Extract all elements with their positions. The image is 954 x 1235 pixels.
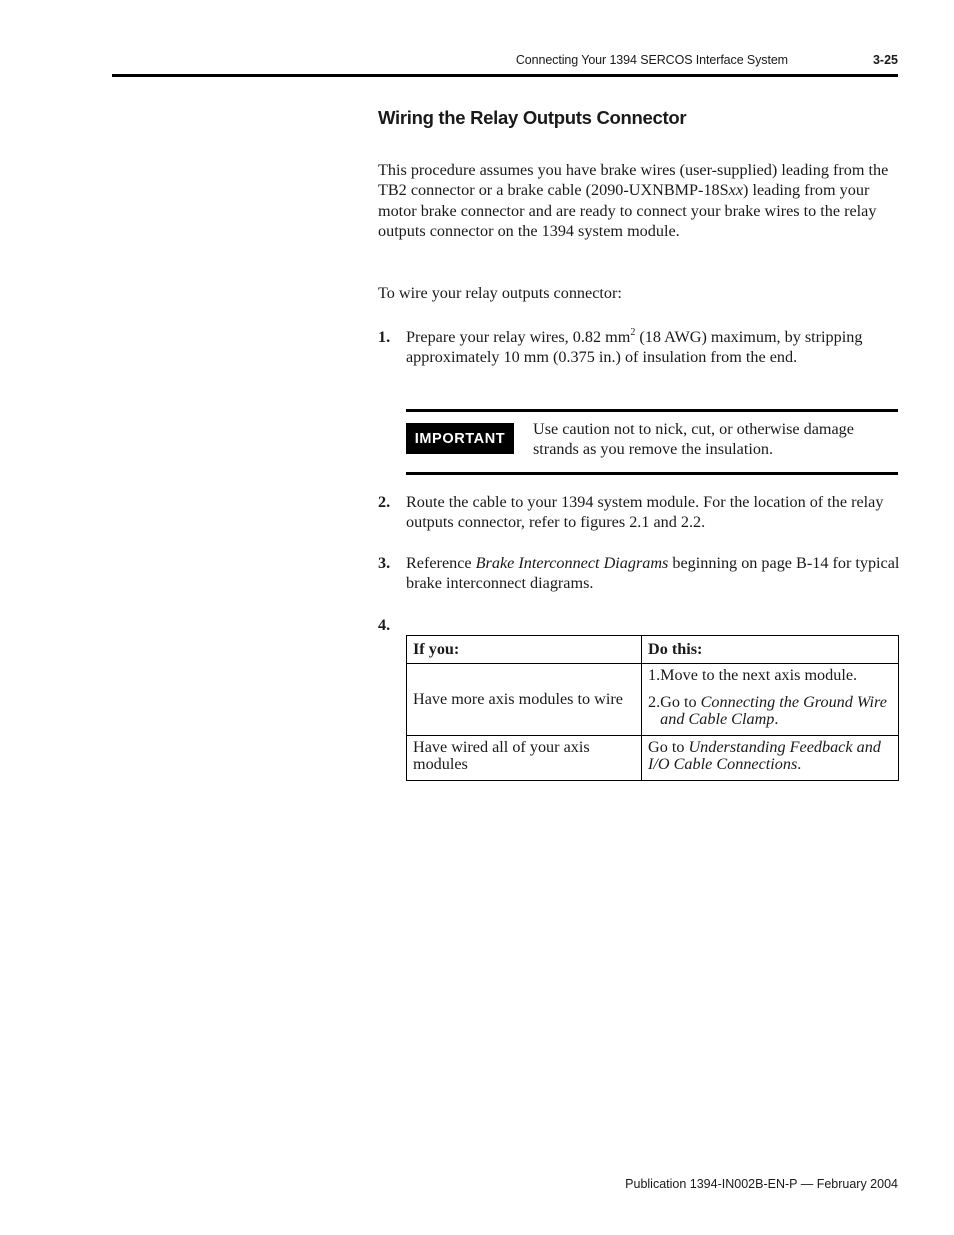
table-cell-condition: Have wired all of your axis modules [407, 735, 642, 780]
table-row [407, 735, 899, 780]
step-number: 1. [378, 328, 391, 346]
section-title: Wiring the Relay Outputs Connector [378, 107, 687, 128]
step-text: Route the cable to your 1394 system module. For the location of the relay outputs connector, refer to figures 2.1 and 2.2. [406, 493, 884, 532]
header-rule [112, 74, 898, 77]
intro-italic: xx [728, 181, 744, 200]
list-text-part: . [774, 710, 779, 728]
action-text-part: Go to [648, 737, 689, 756]
table-row [407, 664, 899, 736]
table-cell-condition: Have more axis modules to wire [407, 664, 642, 736]
important-top-rule [406, 409, 898, 412]
table-header-row [407, 636, 899, 664]
list-item [648, 694, 892, 729]
intro-paragraph [378, 160, 900, 242]
step-1 [378, 327, 900, 368]
lead-in-text: To wire your relay outputs connector: [378, 284, 622, 302]
intro-text-2: ) leading from your motor brake connector and are ready to connect your brake wires to the relay outputs connector on the 1394 system module. [378, 181, 877, 241]
step-number: 3. [378, 554, 391, 572]
step-text-part: Prepare your relay wires, 0.82 mm [406, 328, 631, 346]
step-text-part: Reference [406, 554, 476, 572]
list-number: 1. [648, 666, 661, 684]
cross-reference: Brake Interconnect Diagrams [475, 554, 669, 572]
list-text: Move to the next axis module. [660, 666, 858, 684]
superscript: 2 [630, 326, 636, 338]
list-text [660, 694, 892, 729]
cross-reference: Understanding Feedback and I/O Cable Connections [648, 737, 881, 773]
list-number: 2. [648, 692, 661, 711]
page-number: 3-25 [872, 53, 898, 67]
running-header: Connecting Your 1394 SERCOS Interface System [515, 53, 788, 67]
table-cell-action [642, 664, 899, 736]
step-number: 4. [378, 616, 391, 634]
table-header-cell: If you: [407, 636, 642, 664]
important-bottom-rule [406, 472, 898, 475]
important-badge: IMPORTANT [406, 423, 514, 454]
table-cell-action [642, 735, 899, 780]
step-text-part: (18 AWG) maximum, by stripping approximately 10 mm (0.375 in.) of insulation from the end. [406, 328, 863, 367]
step-number: 2. [378, 493, 391, 511]
list-item [648, 667, 892, 685]
intro-text-1: This procedure assumes you have brake wires (user-supplied) leading from the TB2 connector or a brake cable (2090-UXNBMP-18S [378, 161, 889, 200]
cross-reference: Connecting the Ground Wire and Cable Clamp [660, 692, 887, 728]
list-text-part: Go to [660, 692, 701, 711]
table-header-cell: Do this: [642, 636, 899, 664]
action-text-part: . [797, 755, 802, 773]
step-2 [378, 492, 900, 533]
step-text [406, 327, 900, 368]
important-text: Use caution not to nick, cut, or otherwise damage strands as you remove the insulation. [533, 420, 854, 459]
publication-footer: Publication 1394-IN002B-EN-P — February 2004 [625, 1177, 898, 1191]
step-text [406, 553, 900, 594]
step-3 [378, 553, 900, 594]
step-text-part: beginning on page B-14 for typical brake interconnect diagrams. [406, 554, 900, 593]
decision-table [406, 635, 899, 781]
